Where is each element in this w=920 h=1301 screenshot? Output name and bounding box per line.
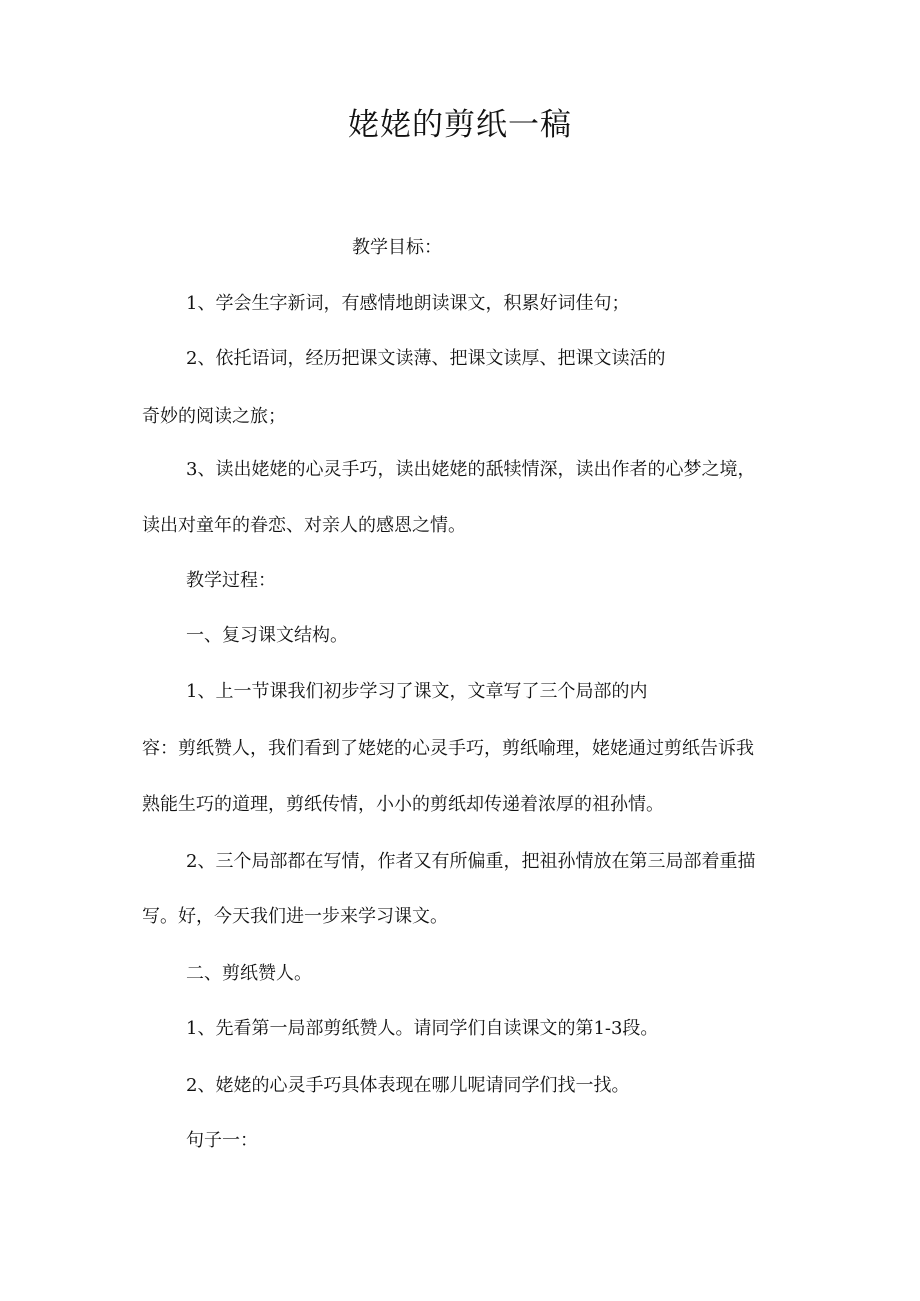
paragraph-line: 1、上一节课我们初步学习了课文，文章写了三个局部的内: [186, 681, 648, 702]
paragraph-line: 读出对童年的眷恋、对亲人的感恩之情。: [142, 515, 466, 536]
paragraph-line: 3、读出姥姥的心灵手巧，读出姥姥的舐犊情深，读出作者的心梦之境，: [186, 459, 756, 480]
section-heading-papercut: 二、剪纸赞人。: [186, 963, 312, 984]
section-heading-objectives: 教学目标：: [352, 237, 442, 258]
paragraph-line: 熟能生巧的道理，剪纸传情，小小的剪纸却传递着浓厚的祖孙情。: [142, 794, 664, 815]
paragraph-line: 2、三个局部都在写情，作者又有所偏重，把祖孙情放在第三局部着重描: [186, 851, 756, 872]
section-heading-process: 教学过程：: [186, 570, 276, 591]
paragraph-line: 写。好，今天我们进一步来学习课文。: [142, 906, 448, 927]
paragraph-line: 1、学会生字新词，有感情地朗读课文，积累好词佳句；: [186, 293, 630, 314]
sentence-label: 句子一：: [186, 1130, 258, 1151]
paragraph-line: 奇妙的阅读之旅；: [142, 406, 286, 427]
paragraph-line: 容：剪纸赞人，我们看到了姥姥的心灵手巧，剪纸喻理，姥姥通过剪纸告诉我: [142, 738, 754, 759]
page-title: 姥姥的剪纸一稿: [348, 107, 572, 143]
paragraph-line: 1、先看第一局部剪纸赞人。请同学们自读课文的第1-3段。: [186, 1018, 659, 1039]
paragraph-line: 2、姥姥的心灵手巧具体表现在哪儿呢请同学们找一找。: [186, 1075, 630, 1096]
paragraph-line: 2、依托语词，经历把课文读薄、把课文读厚、把课文读活的: [186, 348, 666, 369]
section-heading-review: 一、复习课文结构。: [186, 625, 348, 646]
